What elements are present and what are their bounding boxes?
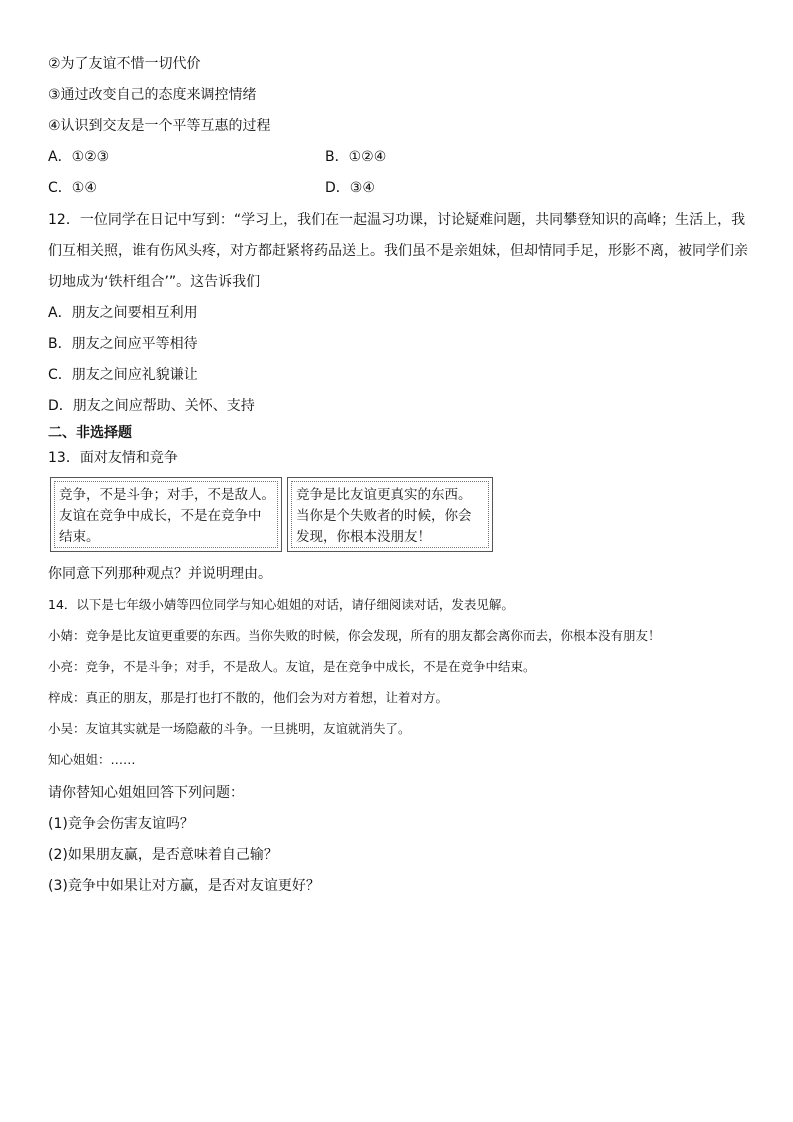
q13-viewpoint-box-right	[287, 477, 493, 552]
q13-right-line-2: 当你是个失败者的时候，你会	[296, 508, 472, 524]
q14-stem: 14．以下是七年级小婧等四位同学与知心姐姐的对话，请仔细阅读对话，发表见解。	[48, 597, 514, 612]
q11-option-b: B．①②④	[325, 149, 387, 165]
q11-option-c: C．①④	[48, 180, 97, 196]
q11-statement-4: ④认识到交友是一个平等互惠的过程	[48, 118, 271, 134]
q13-left-line-1: 竞争，不是斗争；对手，不是敌人。	[59, 487, 275, 503]
q12-stem-line-1: 12．一位同学在日记中写到：“学习上，我们在一起温习功课，讨论疑难问题，共同攀登知识的高峰；生活上，我	[48, 212, 746, 228]
q13-left-line-3: 结束。	[59, 529, 100, 545]
q13-left-line-2: 友谊在竞争中成长，不是在竞争中	[59, 508, 262, 524]
q14-dialogue-zhixin: 知心姐姐：……	[48, 752, 136, 767]
q12-option-c: C．朋友之间应礼貌谦让	[48, 367, 198, 383]
q12-option-a: A．朋友之间要相互利用	[48, 305, 198, 321]
q13-right-line-3: 发现，你根本没朋友！	[296, 529, 431, 545]
q14-question-3: (3)竞争中如果让对方赢，是否对友谊更好？	[48, 878, 320, 894]
q13-stem: 13．面对友情和竞争	[48, 450, 178, 466]
q13-right-line-1: 竞争是比友谊更真实的东西。	[296, 487, 472, 503]
q12-stem-line-2: 们互相关照，谁有伤风头疼，对方都赶紧将药品送上。我们虽不是亲姐妹，但却情同手足，形影不离，被同学们亲	[48, 243, 748, 259]
q11-statement-3: ③通过改变自己的态度来调控情绪	[48, 87, 257, 103]
q11-option-d: D．③④	[325, 180, 375, 196]
q11-option-a: A．①②③	[48, 149, 110, 165]
q14-question-2: (2)如果朋友赢，是否意味着自己输？	[48, 847, 278, 863]
q14-dialogue-xiaowu: 小吴：友谊其实就是一场隐蔽的斗争。一旦挑明，友谊就消失了。	[48, 721, 411, 736]
q11-statement-2: ②为了友谊不惜一切代价	[48, 56, 201, 72]
q12-option-b: B．朋友之间应平等相待	[48, 336, 198, 352]
section-title: 二、非选择题	[48, 425, 132, 441]
q13-viewpoint-box-left	[50, 477, 282, 552]
q13-question: 你同意下列那种观点？并说明理由。	[48, 566, 272, 582]
q12-stem-line-3: 切地成为‘铁杆组合’”。这告诉我们	[48, 274, 261, 290]
q14-dialogue-xiaoliang: 小亮：竞争，不是斗争；对手，不是敌人。友谊，是在竞争中成长，不是在竞争中结束。	[48, 659, 536, 674]
q14-dialogue-zicheng: 梓成：真正的朋友，那是打也打不散的，他们会为对方着想，让着对方。	[48, 690, 449, 705]
q12-option-d: D．朋友之间应帮助、关怀、支持	[48, 398, 255, 414]
q14-prompt: 请你替知心姐姐回答下列问题：	[48, 785, 244, 801]
q14-question-1: (1)竞争会伤害友谊吗？	[48, 816, 194, 832]
q14-dialogue-xiaojing: 小婧：竞争是比友谊更重要的东西。当你失败的时候，你会发现，所有的朋友都会离你而去，你根本没有朋友！	[48, 628, 661, 643]
